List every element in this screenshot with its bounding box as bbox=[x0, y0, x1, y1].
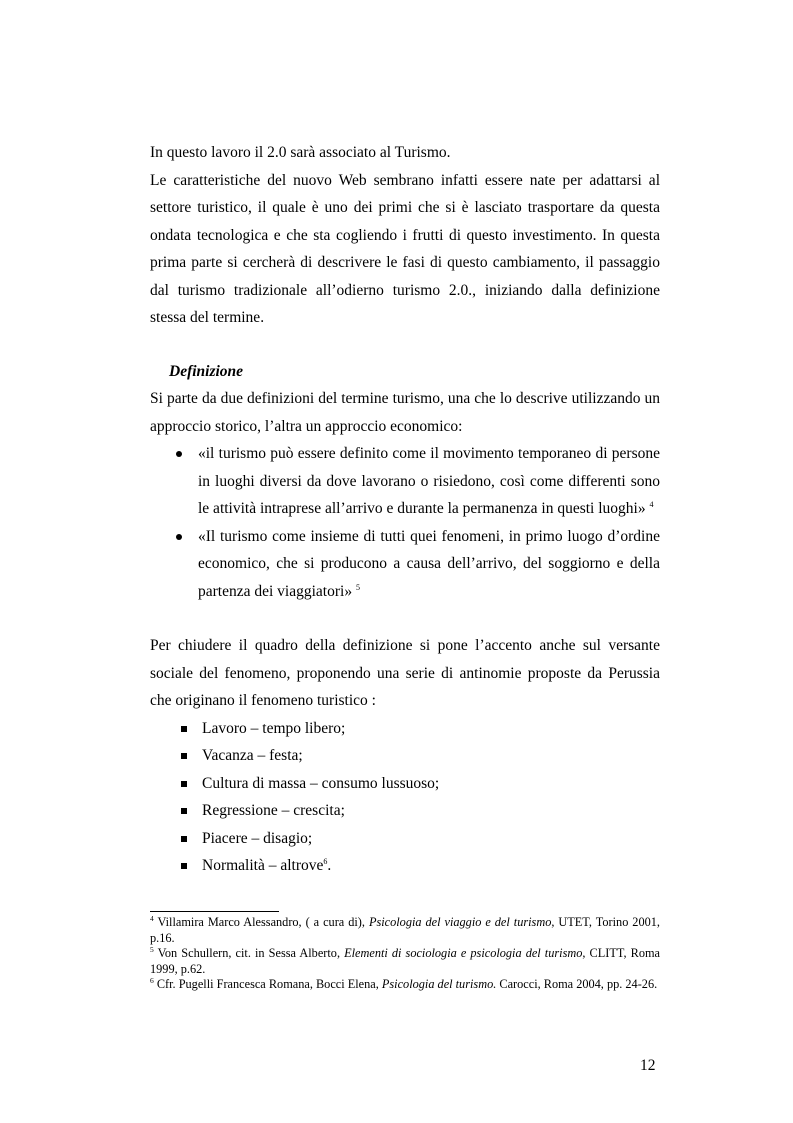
intro-paragraph-1: In questo lavoro il 2.0 sarà associato al Turismo. bbox=[150, 144, 451, 161]
square-bullet-icon bbox=[181, 781, 187, 787]
square-bullet-icon bbox=[181, 808, 187, 814]
footnote-separator bbox=[150, 911, 279, 912]
footnote: $^4$ Villamira Marco Alessandro, ( a cura di), Psicologia del viaggio e del turismo, UTET, Torino 2001, p.16. bbox=[150, 913, 660, 945]
footnote: $^6$ Cfr. Pugelli Francesca Romana, Bocci Elena, Psicologia del turismo. Carocci, Roma 2004, pp. 24-26. bbox=[150, 975, 658, 991]
antinomy-item: Vacanza – festa; bbox=[150, 742, 660, 770]
footnote-number: 5 bbox=[150, 944, 154, 954]
definition-text: «Il turismo come insieme di tutti quei fenomeni, in primo luogo d’ordine economico, che si producono a causa dell’arrivo, del soggiorno e della partenza dei viaggiatori» bbox=[198, 527, 660, 600]
definition-text: «il turismo può essere definito come il movimento temporaneo di persone in luoghi diversi da dove lavorano o risiedono, così come differenti sono le attività intraprese all’arrivo e durante la permanenza in questi luoghi» bbox=[198, 445, 660, 517]
square-bullet-icon bbox=[181, 863, 187, 869]
square-bullet-icon bbox=[181, 836, 187, 842]
antinomy-item: Regressione – crescita; bbox=[150, 797, 660, 825]
bullet-icon bbox=[176, 451, 182, 457]
antinomy-item: Lavoro – tempo libero; bbox=[150, 715, 660, 743]
cited-title: Elementi di sociologia e psicologia del turismo bbox=[344, 946, 583, 960]
footnote-ref: 5 bbox=[355, 582, 360, 592]
intro-paragraph-2: Le caratteristiche del nuovo Web sembrano infatti essere nate per adattarsi al settore turistico, il quale è uno dei primi che si è lasciato trasportare da questa ondata tecnologica e che sta cogliendo i frutti di questo investimento. In questa prima parte si cercherà di descrivere le fasi di questo cambiamento, il passaggio dal turismo tradizionale all’odierno turismo 2.0., iniziando dalla definizione stessa del termine. bbox=[150, 171, 660, 326]
antinomy-item: Normalità – altrove$^6$. bbox=[150, 852, 660, 880]
antinomies-list bbox=[150, 715, 660, 880]
footnote-number: 6 bbox=[150, 975, 154, 985]
cited-title: Psicologia del turismo. bbox=[381, 977, 497, 991]
definition-list bbox=[150, 440, 660, 605]
cited-title: Psicologia del viaggio e del turismo bbox=[368, 915, 552, 929]
definition-item bbox=[150, 523, 660, 606]
square-bullet-icon bbox=[181, 753, 187, 759]
footnote-ref: 6 bbox=[323, 856, 328, 866]
bullet-icon bbox=[176, 534, 182, 540]
definition-item bbox=[150, 440, 660, 523]
footnote-ref: 4 bbox=[649, 499, 654, 509]
footnotes bbox=[150, 915, 660, 993]
main-text bbox=[150, 139, 660, 880]
definition-paragraph: Si parte da due definizioni del termine turismo, una che lo descrive utilizzando un approccio storico, l’altra un approccio economico: bbox=[150, 390, 660, 435]
page-number: 12 bbox=[640, 1057, 656, 1074]
antinomy-item: Piacere – disagio; bbox=[150, 825, 660, 853]
footnote: $^5$ Von Schullern, cit. in Sessa Alberto, Elementi di sociologia e psicologia del turismo, CLITT, Roma 1999, p.62. bbox=[150, 944, 660, 976]
antinomies-paragraph: Per chiudere il quadro della definizione si pone l’accento anche sul versante sociale del fenomeno, proponendo una serie di antinomie proposte da Perussia che originano il fenomeno turistico : bbox=[150, 637, 660, 709]
antinomy-item: Cultura di massa – consumo lussuoso; bbox=[150, 770, 660, 798]
footnote-number: 4 bbox=[150, 913, 154, 923]
section-heading: Definizione bbox=[169, 362, 244, 380]
square-bullet-icon bbox=[181, 726, 187, 732]
